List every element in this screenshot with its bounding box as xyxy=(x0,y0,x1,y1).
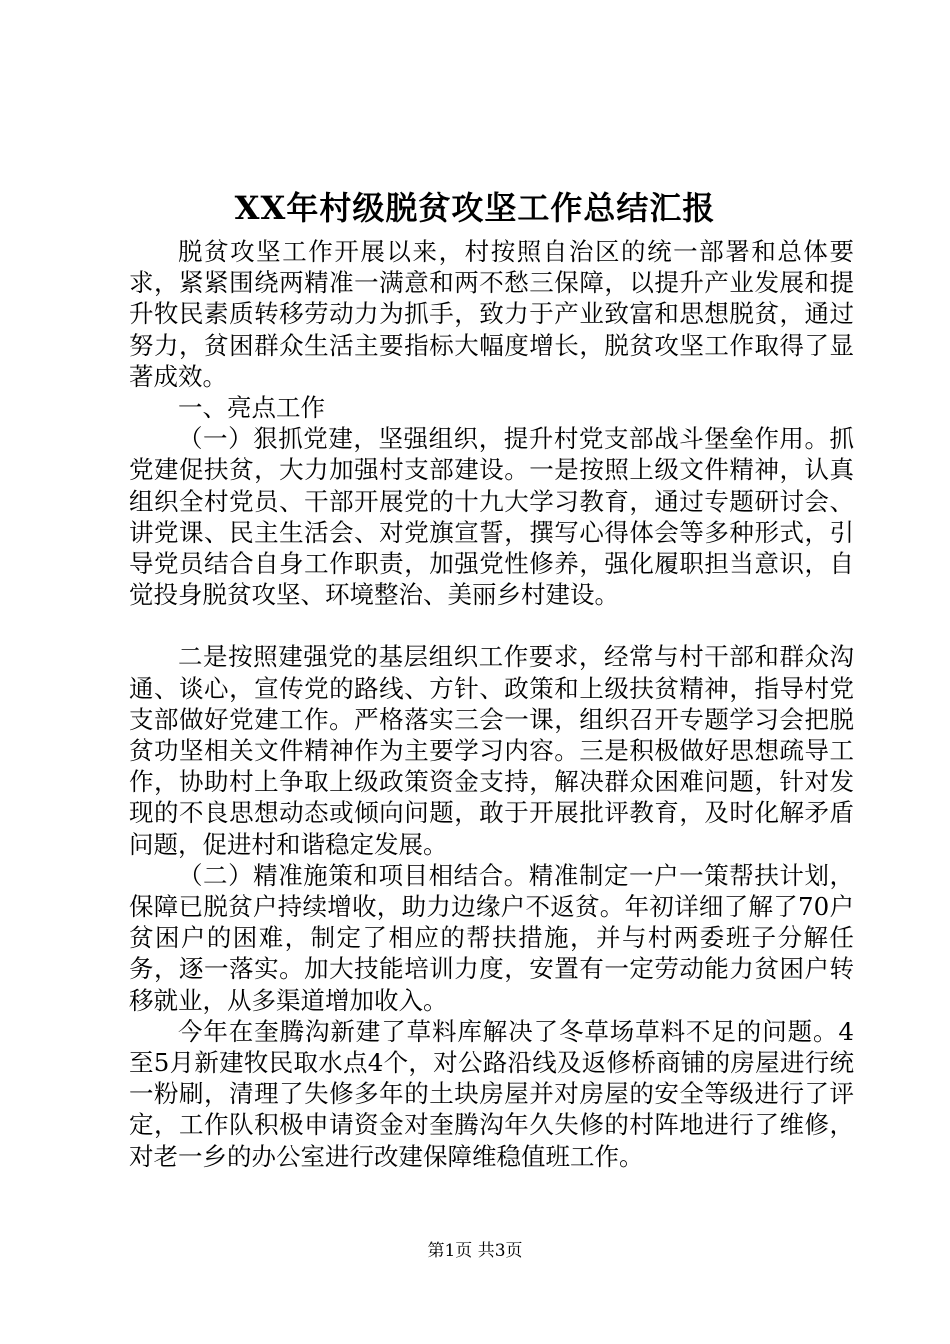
section-heading-highlights: 一、亮点工作 xyxy=(178,393,325,423)
paragraph-projects: 今年在奎腾沟新建了草料库解决了冬草场草料不足的问题。4至5月新建牧民取水点4个，对公路沿线及返修桥商铺的房屋进行统一粉刷，清理了失修多年的土块房屋并对房屋的安全等级进行了评定，工作队积极申请资金对奎腾沟年久失修的村阵地进行了维修，对老一乡的办公室进行改建保障维稳值班工作。 xyxy=(129,1016,854,1171)
page-footer: 第1页 共3页 xyxy=(427,1241,523,1261)
document-body xyxy=(129,236,854,1172)
paragraph-precise-policy: （二）精准施策和项目相结合。精准制定一户一策帮扶计划，保障已脱贫户持续增收，助力边缘户不返贫。年初详细了解了70户贫困户的困难，制定了相应的帮扶措施，并与村两委班子分解任务，逐一落实。加大技能培训力度，安置有一定劳动能力贫困户转移就业，从多渠道增加收入。 xyxy=(129,860,854,1015)
document-title: XX年村级脱贫攻坚工作总结汇报 xyxy=(234,189,716,227)
paragraph-grassroots: 二是按照建强党的基层组织工作要求，经常与村干部和群众沟通、谈心，宣传党的路线、方针、政策和上级扶贫精神，指导村党支部做好党建工作。严格落实三会一课，组织召开专题学习会把脱贫功坚相关文件精神作为主要学习内容。三是积极做好思想疏导工作，协助村上争取上级政策资金支持，解决群众困难问题，针对发现的不良思想动态或倾向问题，敢于开展批评教育，及时化解矛盾问题，促进村和谐稳定发展。 xyxy=(129,642,854,859)
paragraph-intro: 脱贫攻坚工作开展以来，村按照自治区的统一部署和总体要求，紧紧围绕两精准一满意和两不愁三保障，以提升产业发展和提升牧民素质转移劳动力为抓手，致力于产业致富和思想脱贫，通过努力，贫困群众生活主要指标大幅度增长，脱贫攻坚工作取得了显著成效。 xyxy=(129,237,854,391)
paragraph-party-building: （一）狠抓党建，坚强组织，提升村党支部战斗堡垒作用。抓党建促扶贫，大力加强村支部建设。一是按照上级文件精神，认真组织全村党员、干部开展党的十九大学习教育，通过专题研讨会、讲党课、民主生活会、对党旗宣誓，撰写心得体会等多种形式，引导党员结合自身工作职责，加强党性修养，强化履职担当意识，自觉投身脱贫攻坚、环境整治、美丽乡村建设。 xyxy=(129,424,854,610)
